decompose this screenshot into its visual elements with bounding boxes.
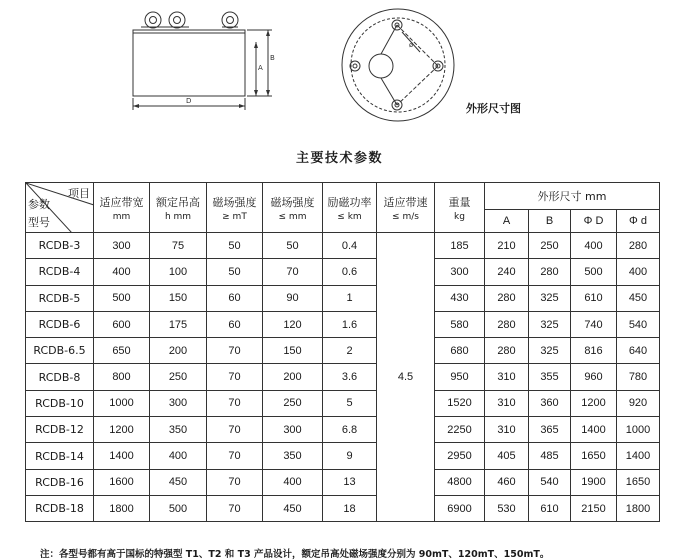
cell-model: RCDB-18 [26,495,94,521]
corner-label-item: 项目 [68,188,90,200]
cell-field-max: 300 [263,417,323,443]
cell-model: RCDB-5 [26,285,94,311]
cell-height: 250 [150,364,207,390]
cell-height: 175 [150,311,207,337]
cell-width: 500 [94,285,150,311]
cell-height: 300 [150,390,207,416]
table-row [26,233,660,259]
cell-a: 280 [485,311,529,337]
cell-d: 1650 [617,469,660,495]
page-title: 主要技术参数 [295,151,383,166]
cell-model: RCDB-10 [26,390,94,416]
corner-label-model: 型号 [28,217,50,229]
table-row [26,285,660,311]
cell-weight: 4800 [435,469,485,495]
cell-b: 355 [529,364,571,390]
cell-d: 400 [617,259,660,285]
header-dim-a: A [485,210,529,233]
cell-field-min: 50 [207,233,263,259]
cell-power: 2 [323,338,377,364]
cell-height: 450 [150,469,207,495]
cell-width: 600 [94,311,150,337]
cell-d: 1900 [571,469,617,495]
cell-b: 325 [529,285,571,311]
cell-d: 1800 [617,495,660,521]
cell-power: 6.8 [323,417,377,443]
cell-d: 610 [571,285,617,311]
cell-field-max: 350 [263,443,323,469]
figure-caption: 外形尺寸图 [466,102,521,115]
cell-model: RCDB-6.5 [26,338,94,364]
cell-power: 1 [323,285,377,311]
cell-d: 1650 [571,443,617,469]
cell-a: 310 [485,417,529,443]
header-weight: 重量 kg [435,183,485,233]
dim-label-d: D [186,97,192,105]
dim-label-phi: ø [409,41,414,49]
cell-power: 13 [323,469,377,495]
cell-width: 1600 [94,469,150,495]
cell-model: RCDB-16 [26,469,94,495]
cell-d: 450 [617,285,660,311]
cell-weight: 680 [435,338,485,364]
cell-d: 816 [571,338,617,364]
cell-b: 250 [529,233,571,259]
table-row [26,469,660,495]
cell-field-max: 250 [263,390,323,416]
cell-power: 1.6 [323,311,377,337]
cell-field-min: 60 [207,311,263,337]
cell-width: 650 [94,338,150,364]
cell-d: 960 [571,364,617,390]
cell-field-min: 70 [207,417,263,443]
cell-b: 325 [529,311,571,337]
cell-a: 310 [485,390,529,416]
cell-field-max: 400 [263,469,323,495]
cell-field-min: 60 [207,285,263,311]
dim-label-a: A [258,64,263,72]
cell-height: 500 [150,495,207,521]
cell-b: 325 [529,338,571,364]
header-field-max: 磁场强度 ≤ mm [263,183,323,233]
table-row [26,417,660,443]
table-row [26,364,660,390]
cell-d: 280 [617,233,660,259]
cell-field-max: 90 [263,285,323,311]
cell-d: 1400 [571,417,617,443]
corner-label-param: 参数 [28,199,50,211]
cell-field-max: 50 [263,233,323,259]
table-row [26,259,660,285]
cell-weight: 950 [435,364,485,390]
cell-a: 240 [485,259,529,285]
cell-weight: 430 [435,285,485,311]
header-dimensions: 外形尺寸 mm [485,183,660,210]
cell-width: 400 [94,259,150,285]
cell-weight: 1520 [435,390,485,416]
cell-height: 100 [150,259,207,285]
header-belt-speed: 适应带速 ≤ m/s [377,183,435,233]
table-row [26,495,660,521]
cell-power: 9 [323,443,377,469]
cell-width: 300 [94,233,150,259]
cell-d: 1200 [571,390,617,416]
cell-field-min: 50 [207,259,263,285]
cell-field-min: 70 [207,338,263,364]
header-dim-phi-d-upper: Φ D [571,210,617,233]
cell-field-min: 70 [207,495,263,521]
corner-header [26,183,94,233]
cell-model: RCDB-4 [26,259,94,285]
table-row [26,443,660,469]
table-body [26,233,660,522]
header-field-min: 磁场强度 ≥ mT [207,183,263,233]
top-view [342,9,454,121]
cell-d: 920 [617,390,660,416]
cell-power: 0.4 [323,233,377,259]
header-dim-phi-d-lower: Φ d [617,210,660,233]
dimension-drawing [0,0,679,140]
cell-weight: 185 [435,233,485,259]
cell-model: RCDB-12 [26,417,94,443]
cell-b: 485 [529,443,571,469]
cell-d: 2150 [571,495,617,521]
cell-d: 500 [571,259,617,285]
cell-width: 1800 [94,495,150,521]
cell-a: 310 [485,364,529,390]
cell-height: 400 [150,443,207,469]
cell-b: 280 [529,259,571,285]
cell-d: 540 [617,311,660,337]
cell-power: 3.6 [323,364,377,390]
cell-field-max: 70 [263,259,323,285]
parameters-table [25,182,660,522]
table-row [26,311,660,337]
cell-b: 540 [529,469,571,495]
cell-width: 800 [94,364,150,390]
cell-weight: 580 [435,311,485,337]
header-belt-width: 适应带宽 mm [94,183,150,233]
cell-field-max: 450 [263,495,323,521]
cell-width: 1200 [94,417,150,443]
table-row [26,390,660,416]
cell-power: 5 [323,390,377,416]
cell-weight: 2950 [435,443,485,469]
cell-d: 640 [617,338,660,364]
cell-a: 280 [485,338,529,364]
cell-field-min: 70 [207,364,263,390]
cell-b: 360 [529,390,571,416]
cell-model: RCDB-8 [26,364,94,390]
cell-width: 1000 [94,390,150,416]
cell-power: 18 [323,495,377,521]
cell-field-max: 120 [263,311,323,337]
cell-d: 1400 [617,443,660,469]
cell-a: 460 [485,469,529,495]
cell-field-max: 150 [263,338,323,364]
cell-d: 780 [617,364,660,390]
header-lift-height: 额定吊高 h mm [150,183,207,233]
cell-d: 1000 [617,417,660,443]
cell-height: 350 [150,417,207,443]
cell-model: RCDB-6 [26,311,94,337]
cell-b: 365 [529,417,571,443]
cell-d: 400 [571,233,617,259]
cell-height: 150 [150,285,207,311]
dim-label-b: B [270,54,275,62]
header-power: 励磁功率 ≤ km [323,183,377,233]
cell-a: 405 [485,443,529,469]
cell-a: 280 [485,285,529,311]
cell-weight: 6900 [435,495,485,521]
cell-d: 740 [571,311,617,337]
cell-height: 75 [150,233,207,259]
cell-field-min: 70 [207,469,263,495]
cell-height: 200 [150,338,207,364]
side-view [133,12,272,110]
cell-b: 610 [529,495,571,521]
cell-field-max: 200 [263,364,323,390]
cell-model: RCDB-3 [26,233,94,259]
cell-weight: 300 [435,259,485,285]
cell-field-min: 70 [207,443,263,469]
cell-a: 210 [485,233,529,259]
cell-a: 530 [485,495,529,521]
cell-belt-speed: 4.5 [377,233,435,522]
cell-model: RCDB-14 [26,443,94,469]
header-dim-b: B [529,210,571,233]
cell-width: 1400 [94,443,150,469]
footnote: 注：各型号都有高于国标的特强型 T1、T2 和 T3 产品设计，额定吊高处磁场强度分别为 90mT、120mT、150mT。 [40,549,550,560]
cell-power: 0.6 [323,259,377,285]
cell-weight: 2250 [435,417,485,443]
cell-field-min: 70 [207,390,263,416]
table-row [26,338,660,364]
